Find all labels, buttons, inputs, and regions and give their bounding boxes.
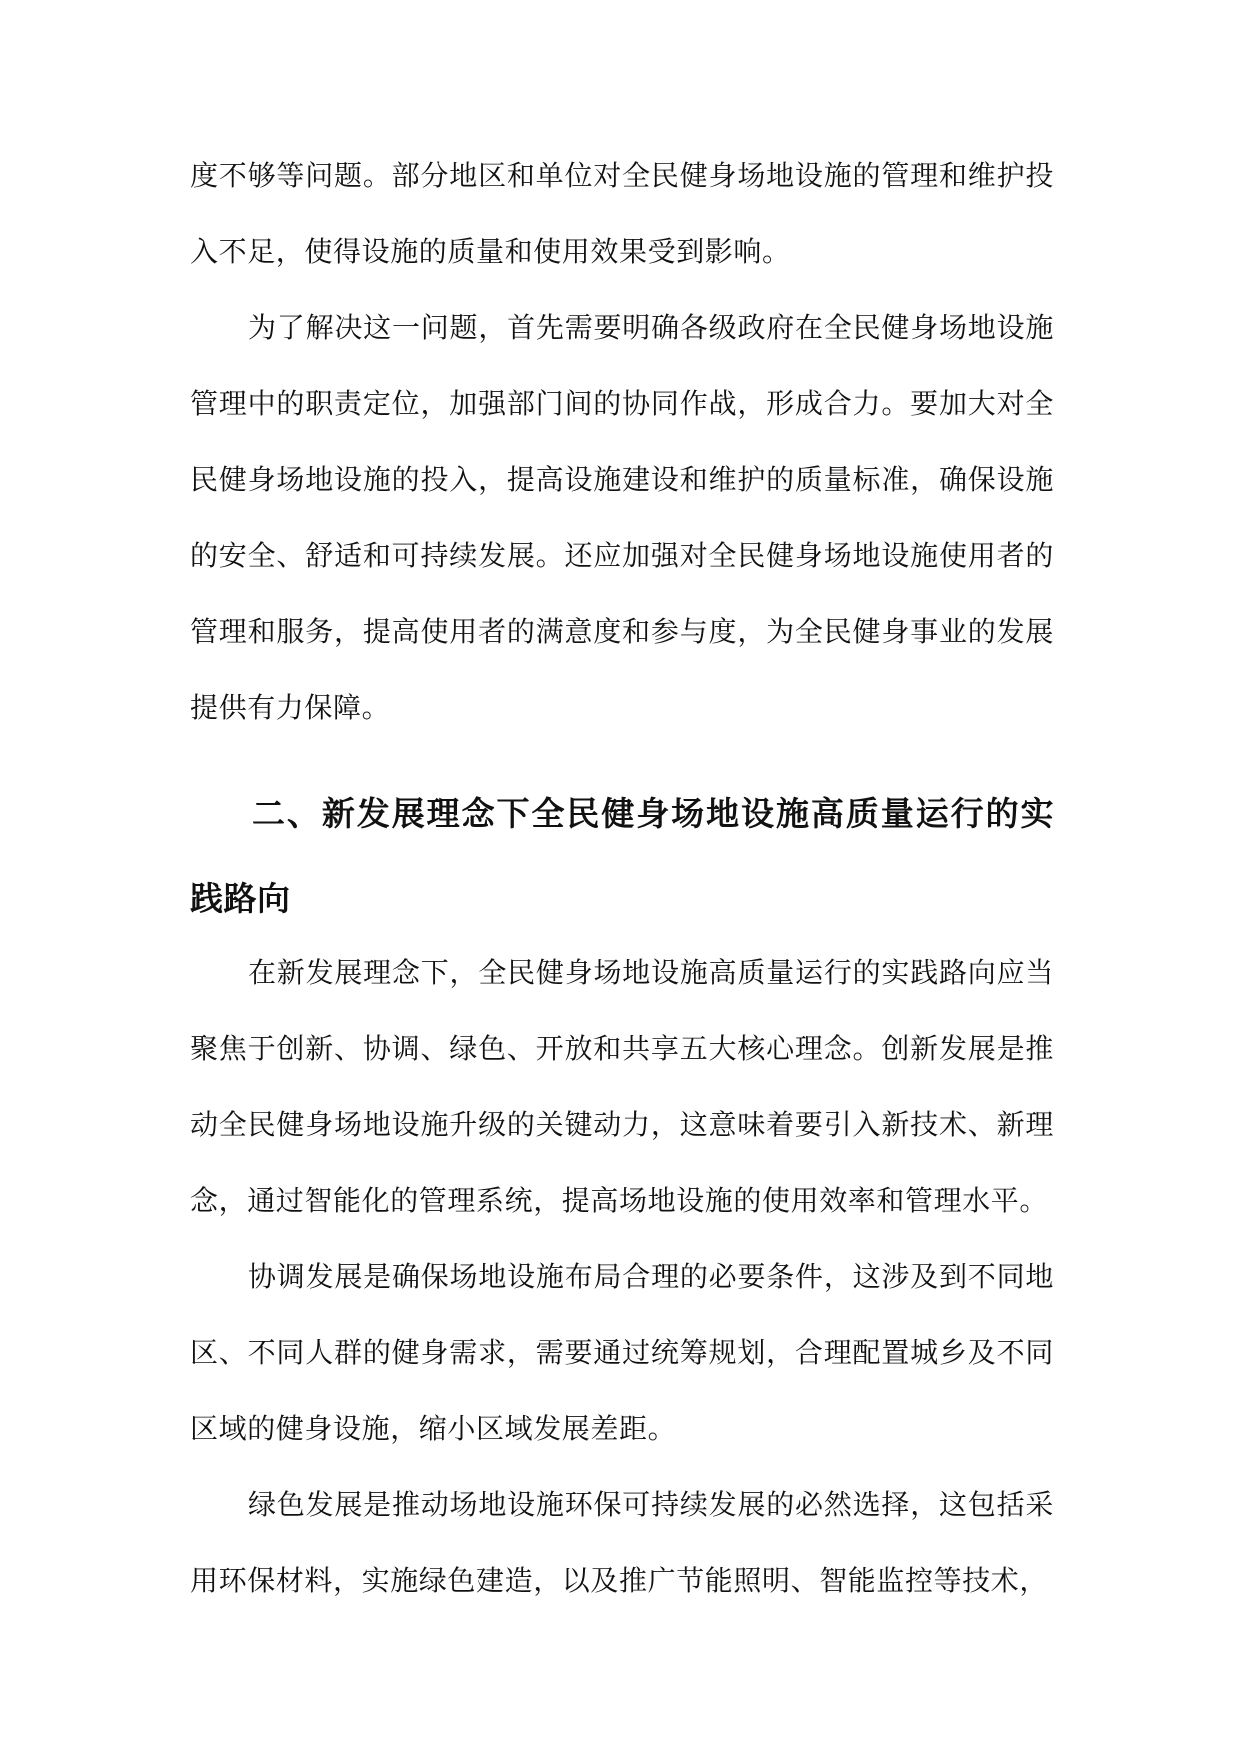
paragraph-continued: 度不够等问题。部分地区和单位对全民健身场地设施的管理和维护投入不足，使得设施的质量和使用效果受到影响。: [190, 159, 1054, 268]
paragraph-green-development: 绿色发展是推动场地设施环保可持续发展的必然选择，这包括采用环保材料，实施绿色建造，以及推广节能照明、智能监控等技术，: [190, 1488, 1054, 1597]
paragraph-coordinated-development: 协调发展是确保场地设施布局合理的必要条件，这涉及到不同地区、不同人群的健身需求，需要通过统筹规划，合理配置城乡及不同区域的健身设施，缩小区域发展差距。: [190, 1260, 1054, 1445]
paragraph-solution: 为了解决这一问题，首先需要明确各级政府在全民健身场地设施管理中的职责定位，加强部门间的协同作战，形成合力。要加大对全民健身场地设施的投入，提高设施建设和维护的质量标准，确保设施的安全、舒适和可持续发展。还应加强对全民健身场地设施使用者的管理和服务，提高使用者的满意度和参与度，为全民健身事业的发展提供有力保障。: [190, 311, 1054, 724]
section-heading: 二、新发展理念下全民健身场地设施高质量运行的实践路向: [190, 794, 1054, 918]
paragraph-new-development: 在新发展理念下，全民健身场地设施高质量运行的实践路向应当聚焦于创新、协调、绿色、开放和共享五大核心理念。创新发展是推动全民健身场地设施升级的关键动力，这意味着要引入新技术、新理念，通过智能化的管理系统，提高场地设施的使用效率和管理水平。: [190, 956, 1054, 1217]
document-page: [190, 138, 1054, 1619]
